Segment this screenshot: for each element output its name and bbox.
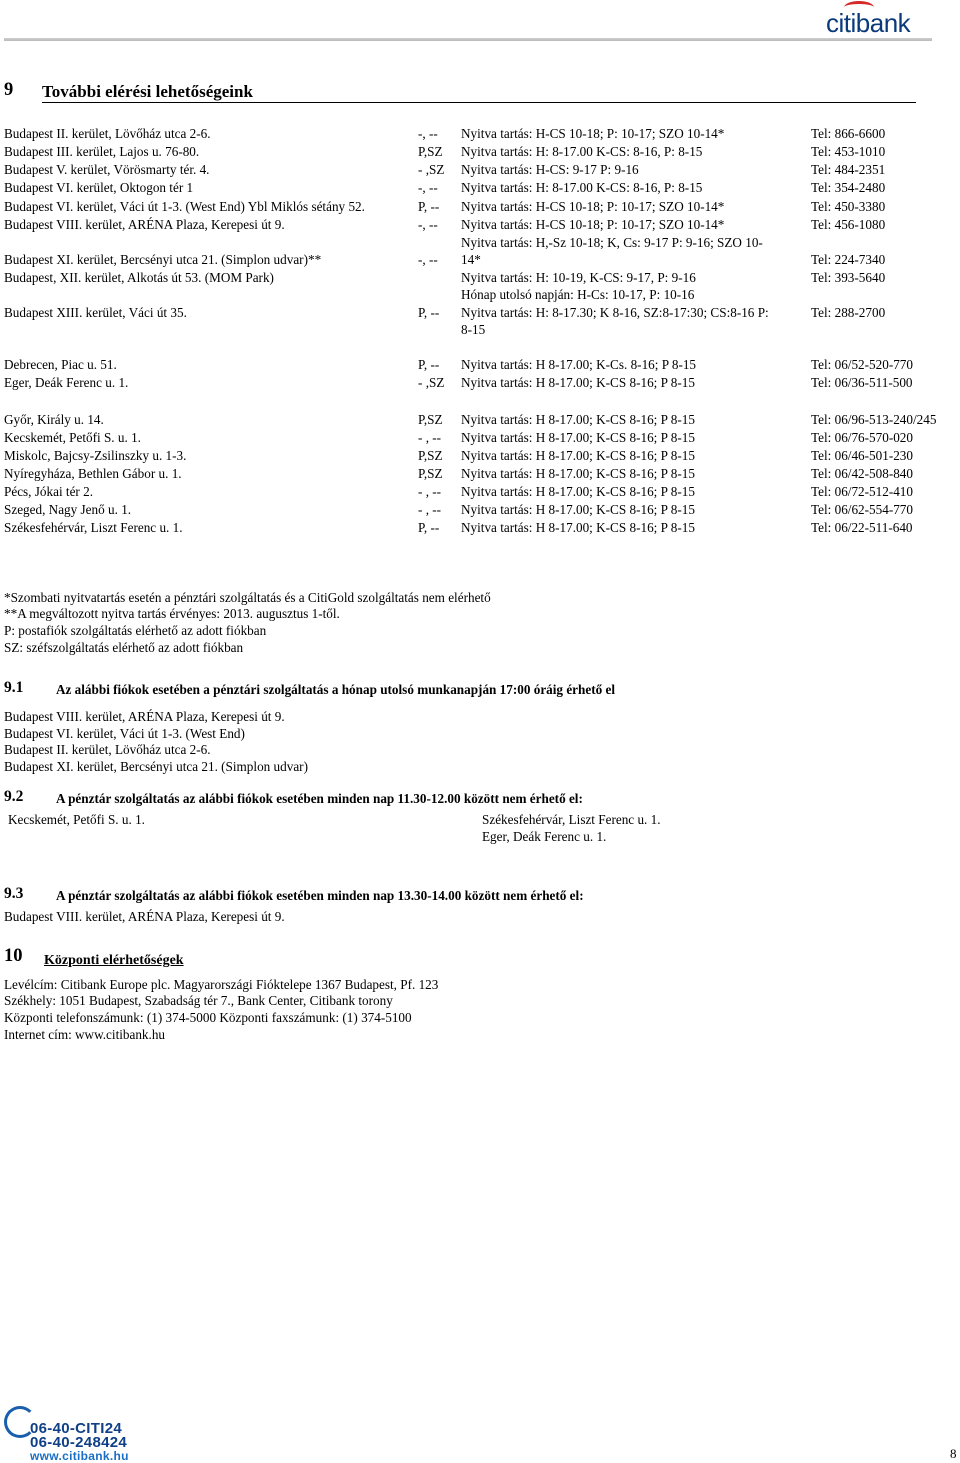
header-divider — [4, 38, 932, 41]
branch-location: Budapest XIII. kerület, Váci út 35. — [4, 305, 187, 320]
section-9-number: 9 — [4, 80, 14, 100]
table-row — [0, 448, 960, 466]
branch-code: -, -- — [418, 217, 438, 232]
table-row — [0, 412, 960, 430]
branch-tel: Tel: 456-1080 — [811, 217, 886, 232]
table-row — [0, 270, 960, 306]
table-row — [0, 217, 960, 235]
branch-hours: Nyitva tartás: H 8-17.00; K-CS 8-16; P 8-15 — [461, 448, 695, 463]
branch-code: -, -- — [418, 126, 438, 141]
table-row — [0, 305, 960, 341]
branch-hours: Nyitva tartás: H 8-17.00; K-Cs. 8-16; P 8-15 — [461, 357, 697, 372]
footnote: P: postafiók szolgáltatás elérhető az adott fiókban — [4, 623, 267, 638]
subsection-9-3-title: A pénztár szolgáltatás az alábbi fiókok esetében minden nap 13.30-14.00 között nem érhető el: — [56, 888, 584, 903]
list-item: Budapest II. kerület, Lövőház utca 2-6. — [4, 742, 211, 757]
contact-line: Székhely: 1051 Budapest, Szabadság tér 7., Bank Center, Citibank torony — [4, 993, 393, 1008]
branch-location: Eger, Deák Ferenc u. 1. — [4, 375, 129, 390]
table-row — [0, 430, 960, 448]
table-row — [0, 199, 960, 217]
subsection-9-2-number: 9.2 — [4, 788, 24, 805]
table-row — [0, 126, 960, 144]
branch-hours: Nyitva tartás: H-CS 10-18; P: 10-17; SZO 10-14* — [461, 217, 725, 232]
branch-tel: Tel: 06/22-511-640 — [811, 520, 913, 535]
branch-location: Budapest VI. kerület, Váci út 1-3. (West End) Ybl Miklós sétány 52. — [4, 199, 365, 214]
branch-hours: Nyitva tartás: H-CS 10-18; P: 10-17; SZO 10-14* — [461, 199, 725, 214]
branch-location: Budapest V. kerület, Vörösmarty tér. 4. — [4, 162, 210, 177]
branch-tel: Tel: 393-5640 — [811, 270, 886, 285]
branch-tel: Tel: 450-3380 — [811, 199, 886, 214]
footer-phone-2: 06-40-248424 — [30, 1434, 128, 1451]
branch-hours: Nyitva tartás: H 8-17.00; K-CS 8-16; P 8-15 — [461, 502, 695, 517]
section-10-number: 10 — [4, 946, 23, 966]
table-row — [0, 162, 960, 180]
footnote: SZ: széfszolgáltatás elérhető az adott fiókban — [4, 640, 244, 655]
table-row — [0, 180, 960, 198]
branch-location: Budapest, XII. kerület, Alkotás út 53. (MOM Park) — [4, 270, 274, 285]
branch-hours-line2: 8-15 — [461, 322, 486, 337]
branch-tel: Tel: 06/52-520-770 — [811, 357, 913, 372]
branch-location: Kecskemét, Petőfi S. u. 1. — [4, 430, 141, 445]
branch-tel: Tel: 06/76-570-020 — [811, 430, 913, 445]
branch-code: P, -- — [418, 357, 440, 372]
branch-code: - , -- — [418, 502, 442, 517]
footnote: **A megváltozott nyitva tartás érvényes: 2013. augusztus 1-től. — [4, 606, 340, 621]
branch-hours: Nyitva tartás: H 8-17.00; K-CS 8-16; P 8-15 — [461, 466, 695, 481]
table-row — [0, 144, 960, 162]
branch-code: P,SZ — [418, 466, 443, 481]
subsection-9-1-number: 9.1 — [4, 679, 24, 696]
list-item: Székesfehérvár, Liszt Ferenc u. 1. — [482, 812, 661, 827]
branch-tel: Tel: 866-6600 — [811, 126, 886, 141]
branch-hours: Nyitva tartás: H 8-17.00; K-CS 8-16; P 8-15 — [461, 375, 695, 390]
branch-location: Pécs, Jókai tér 2. — [4, 484, 93, 499]
branch-hours: Nyitva tartás: H 8-17.00; K-CS 8-16; P 8-15 — [461, 430, 695, 445]
page-number: 8 — [950, 1446, 957, 1461]
branch-location: Győr, Király u. 14. — [4, 412, 104, 427]
footer-phone-1: 06-40-CITI24 — [30, 1420, 122, 1437]
branch-code: P, -- — [418, 305, 440, 320]
contact-line: Központi telefonszámunk: (1) 374-5000 Központi faxszámunk: (1) 374-5100 — [4, 1010, 412, 1025]
table-row — [0, 466, 960, 484]
list-item: Budapest XI. kerület, Bercsényi utca 21. (Simplon udvar) — [4, 759, 308, 774]
branch-hours-line2: Hónap utolsó napján: H-Cs: 10-17, P: 10-16 — [461, 287, 695, 302]
branch-tel: Tel: 06/62-554-770 — [811, 502, 913, 517]
list-item: Budapest VI. kerület, Váci út 1-3. (West End) — [4, 726, 245, 741]
list-item: Budapest VIII. kerület, ARÉNA Plaza, Kerepesi út 9. — [4, 909, 285, 924]
logo-text: citibank — [826, 8, 911, 38]
branch-location: Budapest XI. kerület, Bercsényi utca 21. (Simplon udvar)** — [4, 252, 322, 267]
branch-hours-line2: 14* — [461, 252, 481, 267]
branch-code: P, -- — [418, 520, 440, 535]
branch-tel: Tel: 06/46-501-230 — [811, 448, 913, 463]
branch-location: Szeged, Nagy Jenő u. 1. — [4, 502, 132, 517]
branch-code: - , -- — [418, 484, 442, 499]
contact-line: Levélcím: Citibank Europe plc. Magyarországi Fióktelepe 1367 Budapest, Pf. 123 — [4, 977, 439, 992]
branch-location: Budapest II. kerület, Lövőház utca 2-6. — [4, 126, 211, 141]
branch-hours: Nyitva tartás: H 8-17.00; K-CS 8-16; P 8-15 — [461, 412, 695, 427]
section-10-title: Központi elérhetőségek — [44, 953, 184, 968]
branch-hours-line1: Nyitva tartás: H: 10-19, K-CS: 9-17, P: 9-16 — [461, 270, 696, 285]
branch-code: -, -- — [418, 252, 438, 267]
branch-code: P,SZ — [418, 144, 443, 159]
branch-location: Miskolc, Bajcsy-Zsilinszky u. 1-3. — [4, 448, 187, 463]
contact-line: Internet cím: www.citibank.hu — [4, 1027, 166, 1042]
branch-code: - ,SZ — [418, 162, 445, 177]
branch-hours: Nyitva tartás: H: 8-17.00 K-CS: 8-16, P: 8-15 — [461, 180, 703, 195]
branch-location: Budapest VIII. kerület, ARÉNA Plaza, Kerepesi út 9. — [4, 217, 285, 232]
footer-web: www.citibank.hu — [30, 1449, 129, 1463]
branch-location: Debrecen, Piac u. 51. — [4, 357, 117, 372]
footnote: *Szombati nyitvatartás esetén a pénztári szolgáltatás és a CitiGold szolgáltatás nem elérhető — [4, 590, 491, 605]
subsection-9-2-title: A pénztár szolgáltatás az alábbi fiókok esetében minden nap 11.30-12.00 között nem érhető el: — [56, 791, 583, 806]
branch-hours: Nyitva tartás: H 8-17.00; K-CS 8-16; P 8-15 — [461, 520, 695, 535]
branch-code: - , -- — [418, 430, 442, 445]
subsection-9-1-title: Az alábbi fiókok esetében a pénztári szolgáltatás a hónap utolsó munkanapján 17:00 óráig érhető el — [56, 682, 616, 697]
subsection-9-3-number: 9.3 — [4, 885, 24, 902]
branch-tel: Tel: 288-2700 — [811, 305, 886, 320]
branch-location: Budapest VI. kerület, Oktogon tér 1 — [4, 180, 194, 195]
branch-hours: Nyitva tartás: H: 8-17.00 K-CS: 8-16, P: 8-15 — [461, 144, 703, 159]
table-row — [0, 357, 960, 375]
branch-code: - ,SZ — [418, 375, 445, 390]
branch-tel: Tel: 224-7340 — [811, 252, 886, 267]
branch-tel: Tel: 06/42-508-840 — [811, 466, 913, 481]
branch-hours: Nyitva tartás: H 8-17.00; K-CS 8-16; P 8-15 — [461, 484, 695, 499]
branch-hours-line1: Nyitva tartás: H,-Sz 10-18; K, Cs: 9-17 P: 9-16; SZO 10- — [461, 235, 763, 250]
branch-hours: Nyitva tartás: H-CS: 9-17 P: 9-16 — [461, 162, 639, 177]
section-9-title: További elérési lehetőségeink — [42, 82, 253, 101]
list-item: Budapest VIII. kerület, ARÉNA Plaza, Kerepesi út 9. — [4, 709, 285, 724]
branch-tel: Tel: 354-2480 — [811, 180, 886, 195]
branch-tel: Tel: 06/72-512-410 — [811, 484, 913, 499]
branch-code: P,SZ — [418, 412, 443, 427]
table-row — [0, 502, 960, 520]
branch-code: P,SZ — [418, 448, 443, 463]
branch-code: P, -- — [418, 199, 440, 214]
section-9-underline — [42, 102, 916, 103]
branch-hours: Nyitva tartás: H-CS 10-18; P: 10-17; SZO 10-14* — [461, 126, 725, 141]
table-row — [0, 520, 960, 538]
branch-location: Nyíregyháza, Bethlen Gábor u. 1. — [4, 466, 182, 481]
footer-hotline-logo — [4, 1404, 154, 1463]
list-item: Eger, Deák Ferenc u. 1. — [482, 829, 607, 844]
table-row — [0, 235, 960, 271]
branch-hours-line1: Nyitva tartás: H: 8-17.30; K 8-16, SZ:8-17:30; CS:8-16 P: — [461, 305, 769, 320]
branch-location: Budapest III. kerület, Lajos u. 76-80. — [4, 144, 200, 159]
table-row — [0, 375, 960, 393]
table-row — [0, 484, 960, 502]
list-item: Kecskemét, Petőfi S. u. 1. — [8, 812, 145, 827]
branch-tel: Tel: 06/36-511-500 — [811, 375, 913, 390]
branch-tel: Tel: 484-2351 — [811, 162, 886, 177]
citibank-logo — [826, 4, 936, 36]
branch-tel: Tel: 06/96-513-240/245 — [811, 412, 937, 427]
branch-tel: Tel: 453-1010 — [811, 144, 886, 159]
branch-code: -, -- — [418, 180, 438, 195]
branch-location: Székesfehérvár, Liszt Ferenc u. 1. — [4, 520, 183, 535]
